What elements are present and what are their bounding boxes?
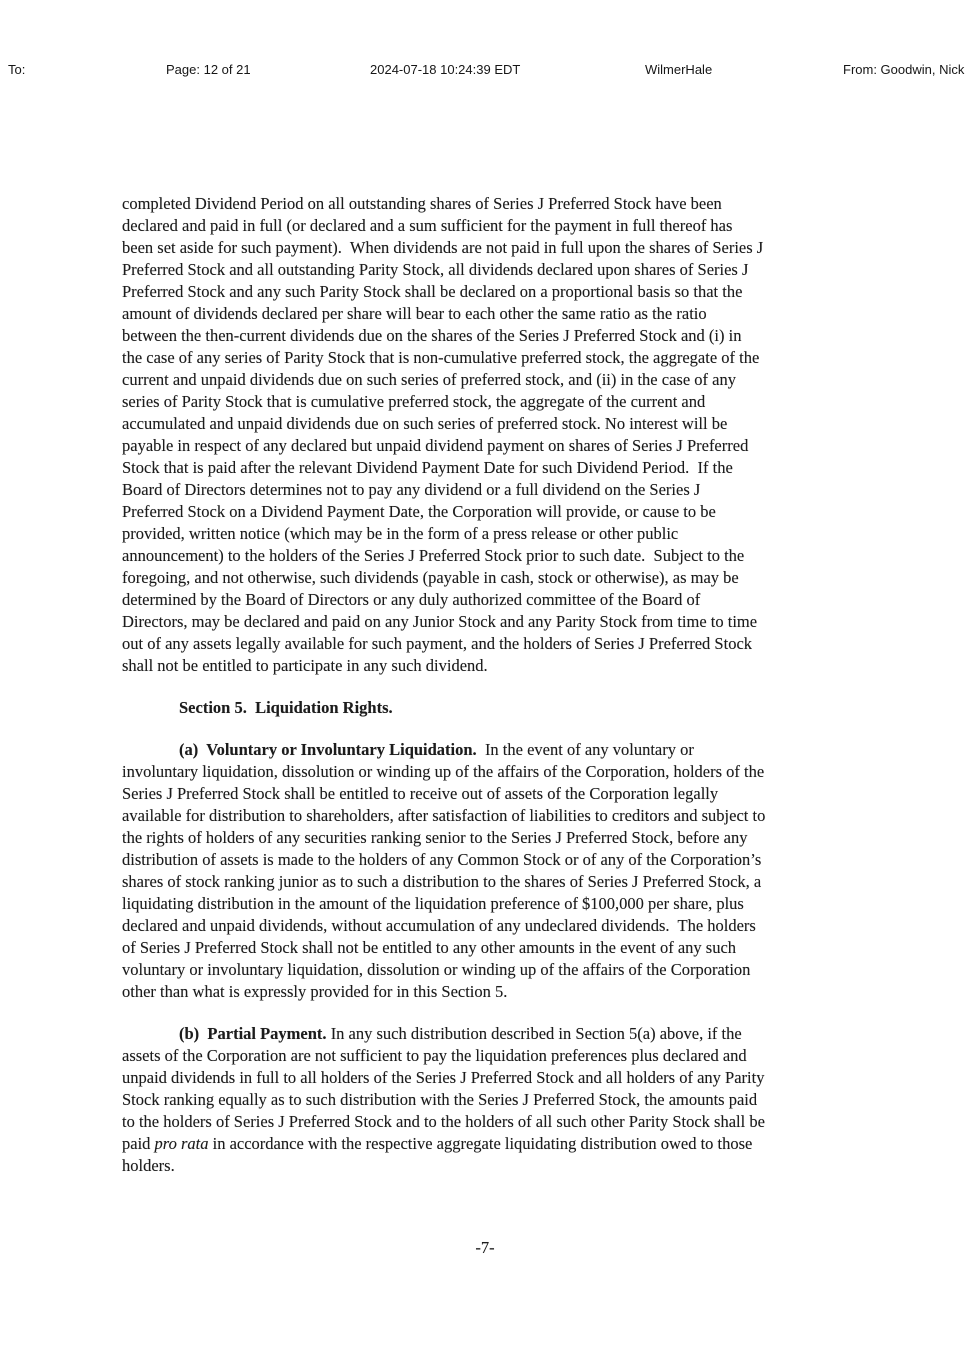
text-line <box>122 479 848 501</box>
text-line <box>122 1089 848 1111</box>
text-line <box>122 545 848 567</box>
text-segment: unpaid dividends in full to all holders of the Series J Preferred Stock and all holders of any Parity <box>122 1068 765 1087</box>
fax-page-count: Page: 12 of 21 <box>166 62 251 77</box>
text-line <box>122 391 848 413</box>
text-segment: Stock that is paid after the relevant Dividend Payment Date for such Dividend Period. If the <box>122 458 733 477</box>
text-line <box>122 281 848 303</box>
bold-text-segment: (b) Partial Payment. <box>179 1024 327 1043</box>
text-line <box>122 1045 848 1067</box>
text-line <box>122 237 848 259</box>
text-line <box>122 567 848 589</box>
text-segment: other than what is expressly provided for in this Section 5. <box>122 982 508 1001</box>
fax-from-label: From: Goodwin, Nick <box>843 62 965 77</box>
text-line <box>122 1111 848 1133</box>
text-line <box>122 193 848 215</box>
text-segment: payable in respect of any declared but unpaid dividend payment on shares of Series J Preferred <box>122 436 749 455</box>
text-line <box>122 435 848 457</box>
text-line <box>122 739 848 761</box>
text-segment: completed Dividend Period on all outstanding shares of Series J Preferred Stock have been <box>122 194 722 213</box>
text-segment: paid <box>122 1134 155 1153</box>
text-segment: distribution of assets is made to the holders of any Common Stock or of any of the Corporation’s <box>122 850 762 869</box>
text-segment: voluntary or involuntary liquidation, dissolution or winding up of the affairs of the Corporation <box>122 960 751 979</box>
text-segment: series of Parity Stock that is cumulative preferred stock, the aggregate of the current and <box>122 392 706 411</box>
text-line <box>122 325 848 347</box>
text-segment: liquidating distribution in the amount of the liquidation preference of $100,000 per share, plus <box>122 894 744 913</box>
text-segment: Preferred Stock and any such Parity Stock shall be declared on a proportional basis so that the <box>122 282 743 301</box>
text-segment: between the then-current dividends due on the shares of the Series J Preferred Stock and (i) in <box>122 326 742 345</box>
text-segment: announcement) to the holders of the Series J Preferred Stock prior to such date. Subject to the <box>122 546 745 565</box>
text-segment: declared and paid in full (or declared and a sum sufficient for the payment in full thereof has <box>122 216 733 235</box>
text-line <box>122 611 848 633</box>
italic-text-segment: pro rata <box>154 1134 209 1153</box>
text-line <box>122 259 848 281</box>
text-segment: shares of stock ranking junior as to such a distribution to the shares of Series J Preferred Stock, a <box>122 872 762 891</box>
text-line <box>122 457 848 479</box>
text-line <box>122 827 848 849</box>
text-line <box>122 849 848 871</box>
text-line <box>122 871 848 893</box>
text-segment: Stock ranking equally as to such distribution with the Series J Preferred Stock, the amounts paid <box>122 1090 758 1109</box>
text-segment: amount of dividends declared per share will bear to each other the same ratio as the ratio <box>122 304 707 323</box>
text-line <box>122 697 848 719</box>
fax-firm-name: WilmerHale <box>645 62 713 77</box>
text-segment: the case of any series of Parity Stock that is non-cumulative preferred stock, the aggregate of the <box>122 348 760 367</box>
page-number-footer: -7- <box>475 1238 495 1257</box>
text-segment: in accordance with the respective aggregate liquidating distribution owed to those <box>208 1134 753 1153</box>
text-segment: the rights of holders of any securities ranking senior to the Series J Preferred Stock, before any <box>122 828 748 847</box>
text-line <box>122 501 848 523</box>
text-segment: assets of the Corporation are not sufficient to pay the liquidation preferences plus declared and <box>122 1046 747 1065</box>
text-segment: available for distribution to shareholders, after satisfaction of liabilities to creditors and subject to <box>122 806 766 825</box>
fax-to-label: To: <box>8 62 26 77</box>
text-line <box>122 981 848 1003</box>
text-segment: out of any assets legally available for such payment, and the holders of Series J Preferred Stock <box>122 634 753 653</box>
text-segment: involuntary liquidation, dissolution or winding up of the affairs of the Corporation, holders of the <box>122 762 765 781</box>
text-line <box>122 1067 848 1089</box>
text-segment: determined by the Board of Directors or any duly authorized committee of the Board of <box>122 590 701 609</box>
text-segment: foregoing, and not otherwise, such dividends (payable in cash, stock or otherwise), as may be <box>122 568 739 587</box>
text-line <box>122 655 848 677</box>
text-segment: Preferred Stock and all outstanding Parity Stock, all dividends declared upon shares of Series J <box>122 260 749 279</box>
text-line <box>122 413 848 435</box>
text-segment: of Series J Preferred Stock shall not be entitled to any other amounts in the event of any such <box>122 938 737 957</box>
text-segment: shall not be entitled to participate in any such dividend. <box>122 656 488 675</box>
text-line <box>122 633 848 655</box>
bold-text-segment: Section 5. Liquidation Rights. <box>179 698 393 717</box>
section-5a-paragraph <box>122 739 848 1003</box>
text-line <box>122 1133 848 1155</box>
text-segment: to the holders of Series J Preferred Stock and to the holders of all such other Parity Stock shall be <box>122 1112 765 1131</box>
bold-text-segment: (a) Voluntary or Involuntary Liquidation. <box>179 740 477 759</box>
section-5b-paragraph <box>122 1023 848 1177</box>
text-segment: Board of Directors determines not to pay any dividend or a full dividend on the Series J <box>122 480 701 499</box>
text-line <box>122 369 848 391</box>
section-5-heading <box>122 697 848 719</box>
text-line <box>122 523 848 545</box>
fax-header <box>0 62 967 78</box>
text-segment: holders. <box>122 1156 175 1175</box>
text-segment: In any such distribution described in Section 5(a) above, if the <box>326 1024 742 1043</box>
text-segment: In the event of any voluntary or <box>476 740 694 759</box>
dividends-continuation-paragraph <box>122 193 848 677</box>
text-segment: provided, written notice (which may be in the form of a press release or other public <box>122 524 679 543</box>
text-segment: Preferred Stock on a Dividend Payment Date, the Corporation will provide, or cause to be <box>122 502 716 521</box>
text-line <box>122 915 848 937</box>
text-segment: been set aside for such payment). When dividends are not paid in full upon the shares of Series J <box>122 238 764 257</box>
text-line <box>122 959 848 981</box>
text-segment: accumulated and unpaid dividends due on such series of preferred stock. No interest will be <box>122 414 728 433</box>
text-line <box>122 805 848 827</box>
text-line <box>122 589 848 611</box>
text-line <box>122 1155 848 1177</box>
text-line <box>122 303 848 325</box>
text-line <box>122 215 848 237</box>
document-body <box>122 193 848 1177</box>
text-line <box>122 893 848 915</box>
text-segment: Series J Preferred Stock shall be entitled to receive out of assets of the Corporation legally <box>122 784 719 803</box>
text-line <box>122 347 848 369</box>
text-line <box>122 1023 848 1045</box>
text-line <box>122 783 848 805</box>
text-line <box>122 761 848 783</box>
text-line <box>122 937 848 959</box>
fax-timestamp: 2024-07-18 10:24:39 EDT <box>370 62 521 77</box>
text-segment: Directors, may be declared and paid on any Junior Stock and any Parity Stock from time to time <box>122 612 758 631</box>
text-segment: declared and unpaid dividends, without accumulation of any undeclared dividends. The holders <box>122 916 756 935</box>
text-segment: current and unpaid dividends due on such series of preferred stock, and (ii) in the case of any <box>122 370 736 389</box>
